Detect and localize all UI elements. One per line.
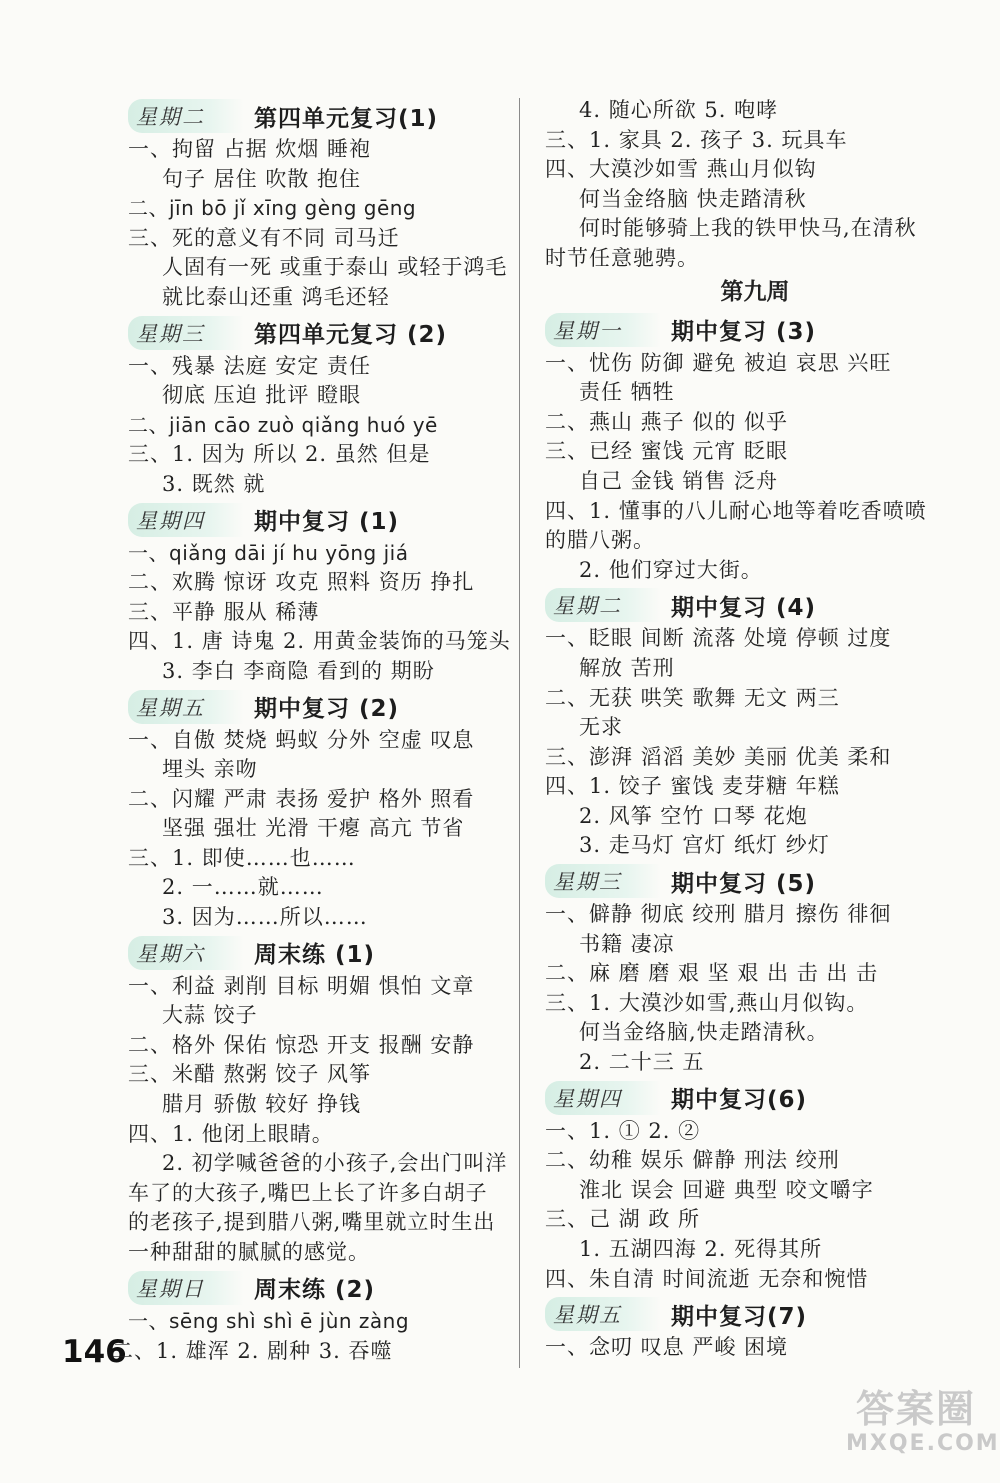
answer-line: 一、利益 剥削 目标 明媚 惧怕 文章 (128, 973, 475, 998)
answer-line: 大蒜 饺子 (162, 1003, 258, 1028)
section-header (545, 312, 965, 348)
section-header (545, 1080, 965, 1116)
answer-line: 二、燕山 燕子 似的 似乎 (545, 409, 789, 434)
answer-line: 彻底 压迫 批评 瞪眼 (162, 383, 362, 408)
left-last-line: 二、1. 雄浑 2. 剧种 3. 吞噬 (112, 1339, 393, 1363)
section-header (128, 98, 508, 134)
section-header (545, 1296, 965, 1332)
watermark-text: 答案圈 (855, 1387, 976, 1431)
section-title: 周末练 (2) (254, 1277, 376, 1304)
answer-line: 何时能够骑上我的铁甲快马,在清秋 (579, 216, 917, 241)
section-title: 期中复习 (5) (671, 870, 817, 897)
section-title: 期中复习 (4) (671, 594, 817, 621)
answer-line: 何当金络脑,快走踏清秋。 (579, 1020, 829, 1045)
answer-line: 1. 五湖四海 2. 死得其所 (579, 1237, 823, 1261)
section-title: 期中复习 (1) (254, 509, 400, 536)
answer-line: 2. 风筝 空竹 口琴 花炮 (579, 803, 808, 828)
answer-line: 4. 随心所欲 5. 咆哮 (579, 98, 779, 122)
answer-line: 二、格外 保佑 惊恐 开支 报酬 安静 (128, 1032, 475, 1057)
answer-line: 一、拘留 占据 炊烟 睡袍 (128, 137, 372, 161)
answer-line: 2. 他们穿过大街。 (579, 557, 763, 582)
section-title: 期中复习(7) (671, 1303, 808, 1330)
answer-line: 三、死的意义有不同 司马迁 (128, 225, 400, 250)
answer-line: 坚强 强壮 光滑 干瘪 高亢 节省 (162, 816, 465, 841)
pinyin-answer-line: 二、jīn bō jǐ xīng gèng gēng (128, 196, 417, 221)
answer-line: 一、忧伤 防御 避免 被迫 哀思 兴旺 (545, 350, 892, 375)
answer-line: 二、闪耀 严肃 表扬 爱护 格外 照看 (128, 786, 475, 811)
answer-line: 车了的大孩子,嘴巴上长了许多白胡子 (128, 1180, 488, 1205)
weekday-tag: 星期一 (545, 313, 661, 347)
answer-line: 一、僻静 彻底 绞刑 腊月 擦伤 徘徊 (545, 902, 892, 927)
answer-line: 三、1. 家具 2. 孩子 3. 玩具车 (545, 127, 848, 152)
answer-line: 自己 金钱 销售 泛舟 (579, 468, 779, 493)
weekday-tag: 星期六 (128, 936, 244, 970)
answer-line: 3. 既然 就 (162, 471, 266, 496)
answer-line: 腊月 骄傲 较好 挣钱 (162, 1092, 362, 1117)
answer-line: 一、眨眼 间断 流落 处境 停顿 过度 (545, 626, 892, 651)
section-header (545, 863, 965, 899)
answer-line: 四、1. 饺子 蜜饯 麦芽糖 年糕 (545, 774, 840, 799)
answer-line: 就比泰山还重 鸿毛还轻 (162, 284, 390, 309)
page-number: 146 (62, 1334, 127, 1370)
answer-line: 四、朱自清 时间流逝 无奈和惋惜 (545, 1266, 869, 1291)
answer-line: 的老孩子,提到腊八粥,嘴里就立时生出 (128, 1210, 496, 1235)
answer-line: 四、1. 他闭上眼睛。 (128, 1121, 334, 1146)
answer-line: 一、1. ① 2. ② (545, 1118, 701, 1143)
answer-line: 句子 居住 吹散 抱住 (162, 166, 362, 191)
weekday-tag: 星期三 (545, 864, 661, 898)
weekday-tag: 星期二 (128, 99, 244, 133)
answer-line: 埋头 亲吻 (162, 757, 258, 782)
answer-line: 三、1. 因为 所以 2. 虽然 但是 (128, 442, 431, 467)
weekday-tag: 星期三 (128, 316, 244, 350)
answer-line: 一、念叨 叹息 严峻 困境 (545, 1335, 789, 1360)
weekday-tag: 星期四 (545, 1081, 661, 1115)
answer-line: 一、自傲 焚烧 蚂蚁 分外 空虚 叹息 (128, 727, 475, 752)
answer-line: 四、1. 唐 诗鬼 2. 用黄金装饰的马笼头 (128, 629, 511, 654)
weekday-tag: 星期二 (545, 588, 661, 622)
answer-line: 2. 二十三 五 (579, 1050, 705, 1075)
answer-line: 2. 初学喊爸爸的小孩子,会出门叫洋 (162, 1151, 508, 1176)
answer-line: 三、已经 蜜饯 元宵 眨眼 (545, 439, 789, 464)
weekday-tag: 星期四 (128, 503, 244, 537)
answer-line: 二、无获 哄笑 歌舞 无文 两三 (545, 685, 840, 710)
answer-line: 二、麻 磨 磨 艰 坚 艰 出 击 出 击 (545, 961, 879, 986)
answer-line: 何当金络脑 快走踏清秋 (579, 186, 807, 211)
answer-line: 3. 因为……所以…… (162, 905, 368, 930)
answer-line: 三、己 湖 政 所 (545, 1207, 701, 1232)
answer-line: 无求 (579, 715, 623, 740)
answer-line: 淮北 误会 回避 典型 咬文嚼字 (579, 1177, 874, 1202)
section-title: 第四单元复习(1) (254, 105, 439, 132)
left-column (128, 96, 511, 1336)
pinyin-answer-line: 一、qiǎng dāi jí hu yōng jiá (128, 540, 409, 565)
answer-line: 一种甜甜的腻腻的感觉。 (128, 1240, 370, 1264)
section-header (128, 1270, 508, 1306)
answer-line: 二、欢腾 惊讶 攻克 照料 资历 挣扎 (128, 570, 475, 595)
answer-line: 解放 苦刑 (579, 655, 675, 680)
answer-line: 三、米醋 熬粥 饺子 风筝 (128, 1062, 372, 1087)
weekday-tag: 星期五 (545, 1297, 661, 1331)
section-header (545, 587, 965, 623)
section-header (128, 689, 508, 725)
answer-line: 三、1. 即使……也…… (128, 845, 356, 870)
weekday-tag: 星期五 (128, 690, 244, 724)
weekday-tag: 星期日 (128, 1271, 244, 1305)
watermark-domain: MXQE.COM (846, 1431, 1000, 1456)
section-header (128, 935, 508, 971)
answer-line: 书籍 凄凉 (579, 931, 675, 956)
answer-line: 3. 李白 李商隐 看到的 期盼 (162, 658, 435, 683)
section-title: 周末练 (1) (254, 942, 376, 969)
right-column (545, 96, 965, 1363)
answer-line: 二、幼稚 娱乐 僻静 刑法 绞刑 (545, 1148, 840, 1173)
answer-line: 三、平静 服从 稀薄 (128, 599, 320, 624)
pinyin-answer-line: 一、sēng shì shì ē jùn zàng (128, 1308, 410, 1333)
watermark-logo (846, 1387, 1000, 1461)
answer-line: 时节任意驰骋。 (545, 245, 699, 270)
section-title: 期中复习(6) (671, 1087, 808, 1114)
section-title: 第四单元复习 (2) (254, 322, 448, 349)
section-header (128, 502, 508, 538)
answer-line: 人固有一死 或重于泰山 或轻于鸿毛 (162, 255, 508, 280)
section-title: 期中复习 (3) (671, 319, 817, 346)
answer-line: 一、残暴 法庭 安定 责任 (128, 353, 372, 378)
answer-line: 三、1. 大漠沙如雪,燕山月似钩。 (545, 990, 869, 1015)
column-divider (519, 98, 520, 1368)
answer-line: 四、1. 懂事的八儿耐心地等着吃香喷喷 (545, 498, 927, 523)
answer-line: 三、澎湃 滔滔 美妙 美丽 优美 柔和 (545, 744, 892, 769)
answer-line: 四、大漠沙如雪 燕山月似钩 (545, 157, 817, 182)
answer-line: 2. 一……就…… (162, 875, 324, 900)
week-title: 第九周 (720, 278, 790, 305)
pinyin-answer-line: 二、jiān cāo zuò qiǎng huó yē (128, 412, 438, 437)
section-title: 期中复习 (2) (254, 696, 400, 722)
answer-line: 3. 走马灯 宫灯 纸灯 纱灯 (579, 833, 830, 858)
answer-line: 的腊八粥。 (545, 528, 655, 553)
section-header (128, 315, 508, 351)
answer-line: 责任 牺牲 (579, 380, 675, 405)
